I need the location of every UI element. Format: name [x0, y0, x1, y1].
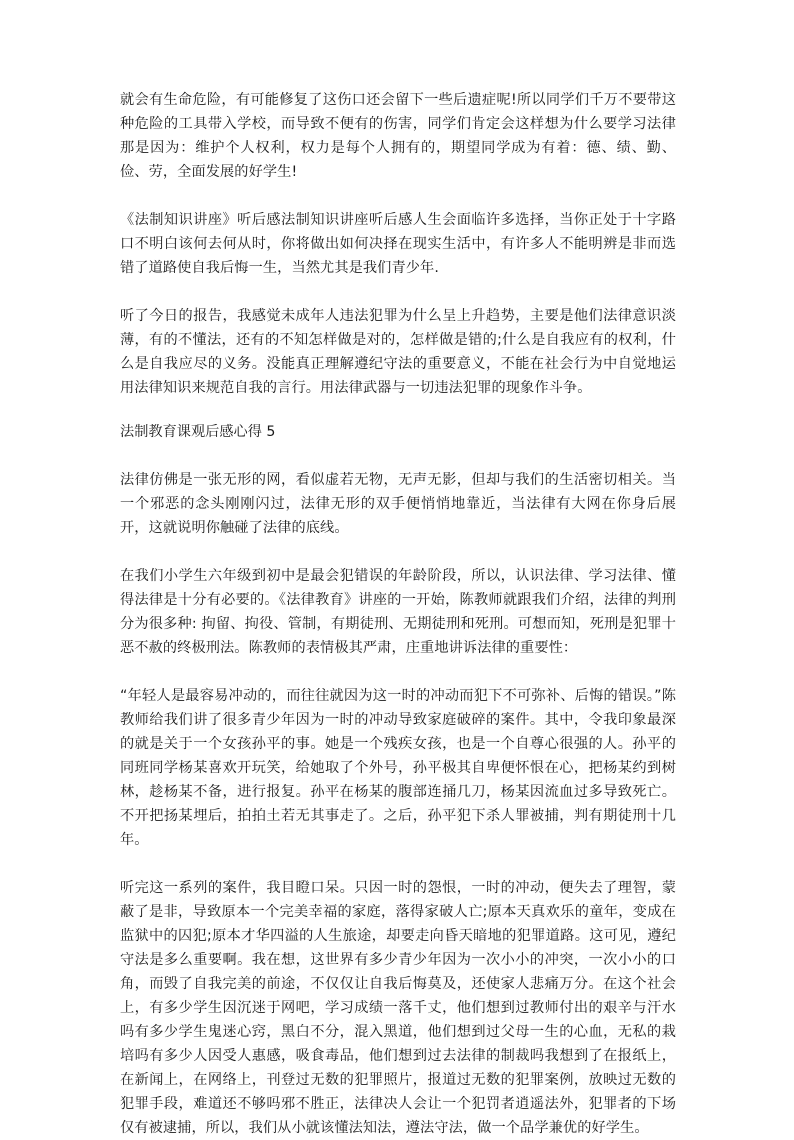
paragraph-6: “年轻人是最容易冲动的，而往往就因为这一时的冲动而犯下不可弥补、后悔的错误。”陈教师给我们讲了很多青少年因为一时的冲动导致家庭破碎的案件。其中，令我印象最深的就是关于一个女孩孙平的事。她是一个残疾女孩，也是一个自尊心很强的人。孙平的同班同学杨某喜欢开玩笑，给她取了个外号，孙平极其自卑便怀恨在心，把杨某约到树林，趁杨某不备，进行报复。孙平在杨某的腹部连捅几刀，杨某因流血过多导致死亡。不开把扬某埋后，拍拍土若无其事走了。之后，孙平犯下杀人罪被捕，判有期徒刑十几年。	[120, 688, 676, 848]
document-page	[120, 88, 676, 1140]
paragraph-2: 《法制知识讲座》听后感法制知识讲座听后感人生会面临许多选择，当你正处于十字路口不明白该何去何从时，你将做出如何决择在现实生活中，有许多人不能明辨是非而选错了道路使自我后悔一生，当然尤其是我们青少年.	[120, 212, 676, 276]
paragraph-3: 听了今日的报告，我感觉未成年人违法犯罪为什么呈上升趋势，主要是他们法律意识淡薄，有的不懂法，还有的不知怎样做是对的，怎样做是错的;什么是自我应有的权利，什么是自我应尽的义务。没能真正理解遵纪守法的重要意义，不能在社会行为中自觉地运用法律知识来规范自我的言行。用法律武器与一切违法犯罪的现象作斗争。	[120, 308, 676, 396]
section-heading: 法制教育课观后感心得 5	[120, 424, 276, 440]
paragraph-4: 法律仿佛是一张无形的网，看似虚若无物，无声无影，但却与我们的生活密切相关。当一个邪恶的念头刚刚闪过，法律无形的双手便悄悄地靠近，当法律有大网在你身后展开，这就说明你触碰了法律的底线。	[120, 472, 676, 536]
paragraph-5: 在我们小学生六年级到初中是最会犯错误的年龄阶段，所以，认识法律、学习法律、懂得法律是十分有必要的。《法律教育》讲座的一开始，陈教师就跟我们介绍，法律的判刑分为很多种: 拘留、拘役、管制，有期徒刑、无期徒刑和死刑。可想而知，死刑是犯罪十恶不赦的终极刑法。陈教师的表情极其严肃，庄重地讲诉法律的重要性：	[120, 568, 676, 656]
paragraph-7: 听完这一系列的案件，我目瞪口呆。只因一时的怨恨，一时的冲动，便失去了理智，蒙蔽了是非，导致原本一个完美幸福的家庭，落得家破人亡;原本天真欢乐的童年，变成在监狱中的囚犯;原本才华四溢的人生旅途，却要走向昏天暗地的犯罪道路。这可见，遵纪守法是多么重要啊。我在想，这世界有多少青少年因为一次小小的冲突，一次小小的口角，而毁了自我完美的前途，不仅仅让自我后悔莫及，还使家人悲痛万分。在这个社会上，有多少学生因沉迷于网吧，学习成绩一落千丈，他们想到过教师付出的艰辛与汗水吗有多少学生鬼迷心窍，黑白不分，混入黑道，他们想到过父母一生的心血，无私的栽培吗有多少人因受人惠感，吸食毒品，他们想到过去法律的制裁吗我想到了在报纸上，在新闻上，在网络上，刊登过无数的犯罪照片，报道过无数的犯罪案例，放映过无数的犯罪手段，难道还不够吗邪不胜正，法律决人会让一个犯罚者逍遥法外，犯罪者的下场仅有被逮捕，所以，我们从小就该懂法知法，遵法守法，做一个品学兼优的好学生。	[120, 880, 676, 1136]
paragraph-1: 就会有生命危险，有可能修复了这伤口还会留下一些后遗症呢!所以同学们千万不要带这种危险的工具带入学校，而导致不便有的伤害，同学们肯定会这样想为什么要学习法律那是因为：维护个人权利，权力是每个人拥有的，期望同学成为有着：德、绩、勤、俭、劳，全面发展的好学生!	[120, 92, 676, 180]
